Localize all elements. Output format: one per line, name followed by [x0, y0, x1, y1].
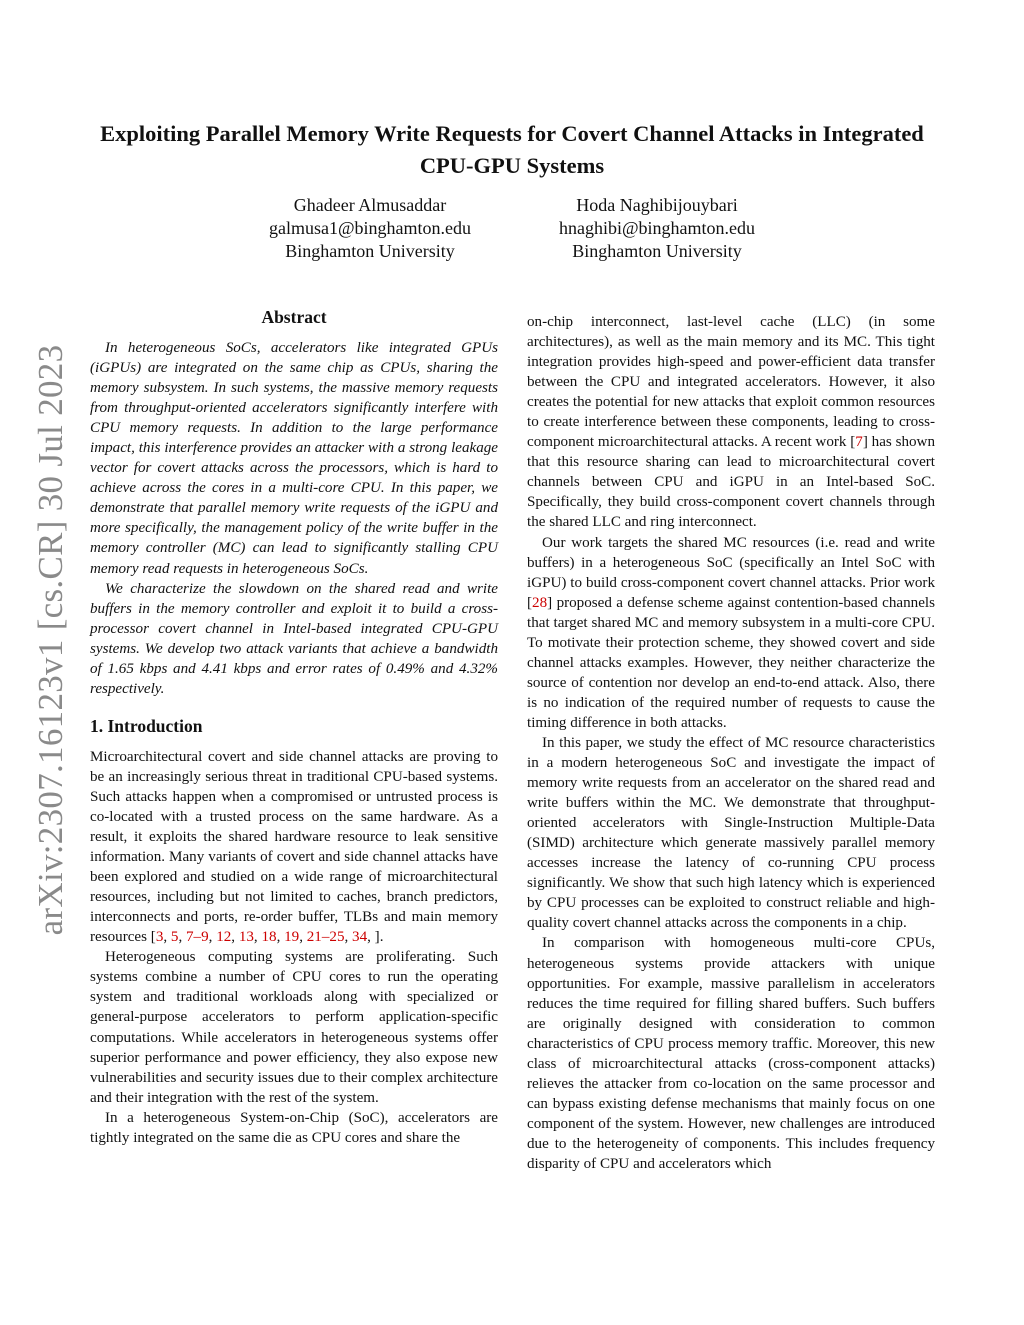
body-paragraph: In comparison with homogeneous multi-core CPUs, heterogeneous systems provide attackers with unique opportunities. For example, massive parallelism in accelerators reduces the time required for filling shared buffers. Such buffers are originally designed with consideration to common characteristics of CPU process memory traffic. Moreover, this new class of microarchitectural attacks (cross-component attacks) relieves the attacker from co-location on the same processor and can bypass existing defense mechanisms that mainly focus on one component of the system. However, new challenges are introduced due to the heterogeneity of components. This includes frequency disparity of CPU and accelerators which	[527, 935, 935, 1172]
citation-link[interactable]: 19	[284, 929, 300, 946]
author-block-1	[230, 194, 510, 263]
author-affiliation: Binghamton University	[285, 241, 455, 261]
body-paragraph: In a heterogeneous System-on-Chip (SoC), accelerators are tightly integrated on the same die as CPU cores and share the	[90, 1109, 498, 1146]
right-column	[527, 312, 935, 1174]
citation-link[interactable]: 7–9	[186, 929, 209, 946]
citation-link[interactable]: 5	[170, 929, 179, 946]
author-name: Hoda Naghibijouybari	[576, 195, 738, 215]
citation-link[interactable]: 18	[261, 929, 277, 946]
author-name: Ghadeer Almusaddar	[293, 195, 447, 215]
abstract-heading: Abstract	[261, 307, 327, 327]
abstract-paragraph: In heterogeneous SoCs, accelerators like integrated GPUs (iGPUs) are integrated on the same chip as CPUs, sharing the memory subsystem. In such systems, the massive memory requests from throughput-oriented accelerators significantly interfere with CPU memory requests. In addition to the large performance impact, this interference provides an attacker with a strong leakage vector for covert attacks across the processors, which is hard to achieve across the cores in a multi-core CPU. In this paper, we demonstrate that parallel memory write requests of the iGPU and more specifically, the management policy of the write buffer in the memory controller (MC) can lead to significantly stalling CPU memory read requests in heterogeneous SoCs.	[90, 340, 498, 577]
author-block-2	[517, 194, 797, 263]
author-email: hnaghibi@binghamton.edu	[558, 218, 756, 238]
paragraph-text: Microarchitectural covert and side channel attacks are proving to be an increasingly serious threat in traditional CPU-based systems. Such attacks happen when a compromised or untrusted process is co-located with a trusted process on the same hardware. As a result, it exploits the shared hardware resource to leak sensitive information. Many variants of covert and side channel attacks have been explored and studied on a wide range of microarchitectural resources, including but not limited to caches, branch predictors, interconnects and ports, re-order buffer, TLBs and main memory resources	[90, 748, 498, 946]
paragraph-text: Our work targets the shared MC resources (i.e. read and write buffers) in a heterogeneous SoC (specifically an Intel SoC with iGPU) to build cross-component covert channel attacks. Prior work	[527, 534, 935, 591]
paragraph-text: has shown that this resource sharing can lead to microarchitectural covert channels between CPU and iGPU in an Intel-based SoC. Specifically, they build cross-component covert channels through the shared LLC and ring interconnect.	[527, 434, 935, 531]
citation-link[interactable]: 34	[352, 929, 368, 946]
citation-link[interactable]: 12	[216, 929, 232, 946]
abstract-paragraph: We characterize the slowdown on the shared read and write buffers in the memory controller and exploit it to build a cross-processor covert channel in Intel-based integrated CPU-GPU systems. We develop two attack variants that achieve a bandwidth of 1.65 kbps and 4.41 kbps and error rates of 0.49% and 4.32% respectively.	[90, 580, 498, 697]
section-heading: 1. Introduction	[90, 715, 203, 736]
citation-link[interactable]: 13	[238, 929, 254, 946]
paragraph-text: on-chip interconnect, last-level cache (LLC) (in some architectures), as well as the main memory and its MC. This tight integration provides high-speed and power-efficient data transfer between the CPU and integrated accelerators. However, it also creates the potential for new attacks that exploit common resources to create interference between these components, leading to cross-component microarchitectural attacks. A recent work	[527, 314, 935, 451]
author-affiliation: Binghamton University	[572, 241, 742, 261]
paragraph-text: proposed a defense scheme against contention-based channels that target shared MC and memory subsystem in a multi-core CPU. To motivate their protection scheme, they showed covert and side channel attacks examples. However, they neither characterize the source of contention nor develop an end-to-end attack. Also, there is no indication of the required number of requests to cause the timing difference in both attacks.	[527, 594, 935, 731]
citation-link[interactable]: 7	[855, 434, 863, 451]
body-paragraph: Microarchitectural covert and side channel attacks are proving to be an increasingly serious threat in traditional CPU-based systems. Such attacks happen when a compromised or untrusted process is co-located with a trusted process on the same hardware. As a result, it exploits the shared hardware resource to leak sensitive information. Many variants of covert and side channel attacks have been explored and studied on a wide range of microarchitectural resources, including but not limited to caches, branch predictors, interconnects and ports, re-order buffer, TLBs and main memory resources [3, 5, 7–9, 12, 13, 18, 19, 21–25, 34, ].	[90, 748, 498, 946]
body-paragraph: In this paper, we study the effect of MC resource characteristics in a modern heterogeneous SoC and investigate the impact of memory write requests from an accelerator on the shared read and write buffers within the MC. We demonstrate that throughput-oriented accelerators with Single-Instruction Multiple-Data (SIMD) architecture which generate massively parallel memory accesses increase the latency of co-running CPU process significantly. We show that such high latency which is experienced by CPU processes can be exploited to construct reliable and high-quality covert channel attacks across the components in a chip.	[527, 734, 935, 932]
abstract-section	[90, 306, 498, 699]
citation-link[interactable]: 28	[532, 594, 548, 611]
citation-link[interactable]: 3	[155, 929, 164, 946]
left-column	[90, 306, 498, 1148]
body-paragraph: Heterogeneous computing systems are proliferating. Such systems combine a number of CPU cores to run the operating system and traditional workloads along with specialized or general-purpose accelerators to perform application-specific computations. While accelerators in heterogeneous systems offer superior performance and power efficiency, they also expose new vulnerabilities and security issues due to their complex architecture and their integration with the rest of the system.	[90, 949, 498, 1106]
body-paragraph: Our work targets the shared MC resources (i.e. read and write buffers) in a heterogeneous SoC (specifically an Intel SoC with iGPU) to build cross-component covert channel attacks. Prior work [28] proposed a defense scheme against contention-based channels that target shared MC and memory subsystem in a multi-core CPU. To motivate their protection scheme, they showed covert and side channel attacks examples. However, they neither characterize the source of contention nor develop an end-to-end attack. Also, there is no indication of the required number of requests to cause the timing difference in both attacks.	[527, 534, 935, 731]
citation-link[interactable]: 21–25	[306, 929, 345, 946]
arxiv-identifier: arXiv:2307.16123v1 [cs.CR] 30 Jul 2023	[31, 344, 70, 936]
paper-title: Exploiting Parallel Memory Write Requests for Covert Channel Attacks in Integrated CPU-GPU Systems	[100, 121, 924, 178]
body-paragraph: on-chip interconnect, last-level cache (LLC) (in some architectures), as well as the main memory and its MC. This tight integration provides high-speed and power-efficient data transfer between the CPU and integrated accelerators. However, it also creates the potential for new attacks that exploit common resources to create interference between these components, leading to cross-component microarchitectural attacks. A recent work [7] has shown that this resource sharing can lead to microarchitectural covert channels between CPU and iGPU in an Intel-based SoC. Specifically, they build cross-component covert channels through the shared LLC and ring interconnect.	[527, 314, 935, 531]
author-email: galmusa1@binghamton.edu	[268, 218, 472, 238]
